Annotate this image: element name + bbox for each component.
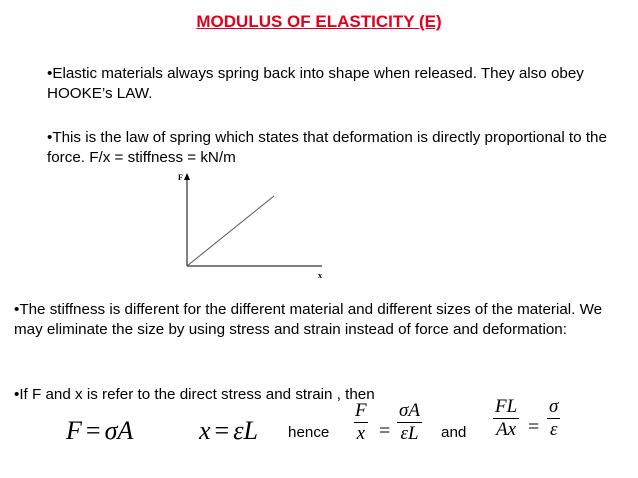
fraction-f-over-x — [352, 400, 370, 445]
word-and: and — [441, 424, 467, 441]
eq1-rhs: σA — [104, 416, 134, 445]
eq2-rhs: εL — [233, 416, 258, 445]
fraction-sigma-a-over-epsilon-l — [396, 400, 423, 445]
fraction-numerator: σ — [549, 396, 559, 417]
force-deformation-graph — [172, 170, 342, 280]
eq1-lhs: F — [66, 416, 82, 445]
bullet-hookes-law: •This is the law of spring which states that deformation is directly proportional to the force. F/x = stiffness = kN/m — [47, 129, 607, 166]
fraction-sigma-over-epsilon — [546, 396, 561, 441]
y-axis-label: F — [178, 173, 183, 182]
fraction-denominator: x — [354, 422, 368, 445]
fraction-numerator: σA — [399, 400, 420, 421]
eq2-op: = — [214, 416, 230, 445]
equation-deformation — [199, 416, 258, 446]
bullet-elastic-materials: •Elastic materials always spring back into shape when released. They also obey HOOKE’s LAW. — [47, 65, 584, 102]
page-title: MODULUS OF ELASTICITY (E) — [196, 12, 442, 31]
bullet-stress-strain: •If F and x is refer to the direct stress and strain , then — [14, 386, 375, 403]
fraction-denominator: ε — [547, 418, 561, 441]
fraction-numerator: FL — [495, 396, 518, 417]
fraction-denominator: εL — [397, 422, 421, 445]
eq2-lhs: x — [199, 416, 211, 445]
proportional-line — [187, 196, 274, 266]
fraction-fl-over-ax — [492, 396, 520, 441]
fraction-denominator: Ax — [493, 418, 519, 441]
x-axis-label: x — [318, 271, 322, 280]
fraction-numerator: F — [355, 400, 367, 421]
equals-sign: = — [379, 420, 391, 442]
y-axis-arrow — [184, 173, 190, 180]
eq1-op: = — [85, 416, 101, 445]
equation-force — [66, 416, 133, 446]
bullet-stiffness: •The stiffness is different for the different material and different sizes of the material. We may eliminate the size by using stress and strain instead of force and deformation: — [14, 301, 603, 338]
equals-sign: = — [528, 416, 540, 438]
word-hence: hence — [288, 424, 330, 441]
